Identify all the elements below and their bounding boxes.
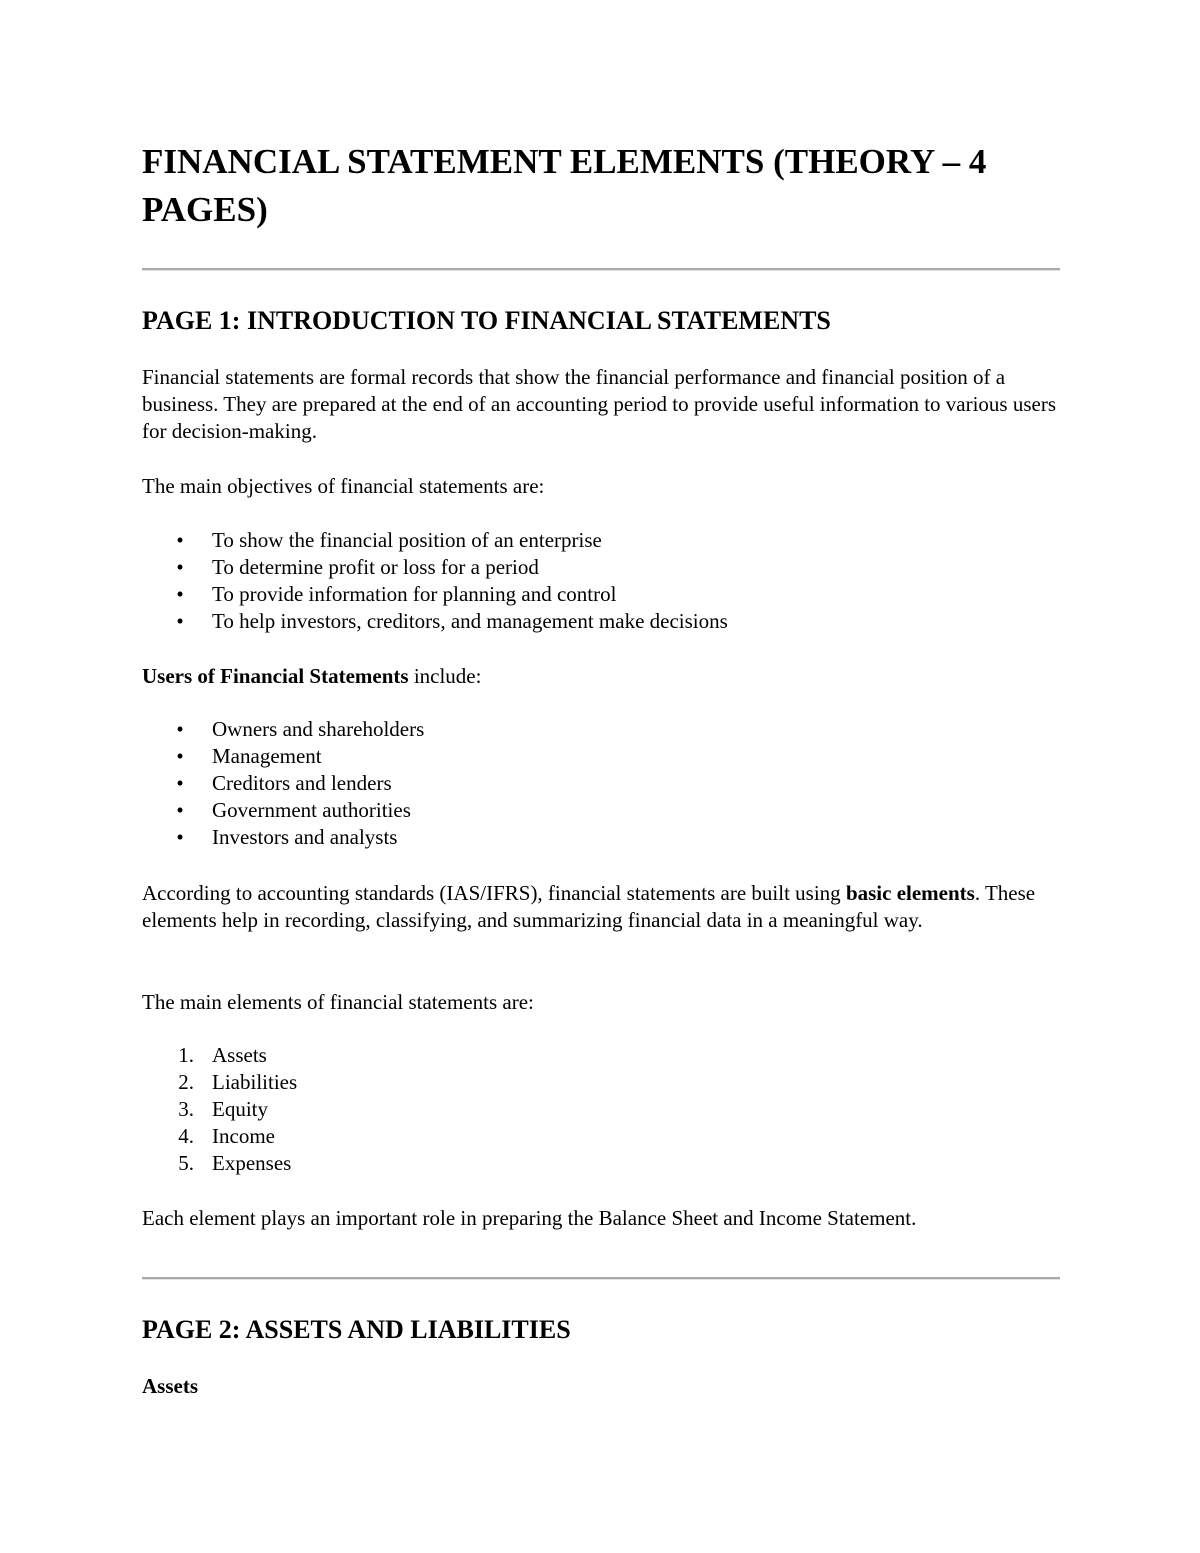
users-lead-bold: Users of Financial Statements: [142, 664, 409, 688]
objectives-list: [142, 527, 1060, 635]
list-item: 2. Liabilities: [142, 1069, 1060, 1096]
standards-paragraph: According to accounting standards (IAS/IFRS), financial statements are built using basic elements. These elements help in recording, classifying, and summarizing financial data in a meaningful way.: [142, 881, 1036, 932]
list-item: • To provide information for planning and control: [176, 582, 617, 606]
horizontal-rule: [142, 1277, 1060, 1280]
list-number: 4.: [178, 1124, 194, 1148]
list-item: • Investors and analysts: [176, 825, 398, 849]
bullet-icon: •: [176, 555, 184, 579]
bullet-icon: •: [176, 717, 184, 741]
bullet-icon: •: [176, 798, 184, 822]
bullet-icon: •: [176, 771, 184, 795]
bullet-icon: •: [176, 582, 184, 606]
bullet-icon: •: [176, 528, 184, 552]
bullet-icon: •: [176, 609, 184, 633]
list-item: 5. Expenses: [142, 1150, 1060, 1177]
objectives-lead: The main objectives of financial statements are:: [142, 474, 545, 498]
elements-list: [142, 1042, 1060, 1177]
list-item: • Government authorities: [176, 798, 411, 822]
elements-lead: The main elements of financial statements are:: [142, 990, 534, 1014]
page1-heading: PAGE 1: INTRODUCTION TO FINANCIAL STATEMENTS: [142, 306, 831, 335]
list-number: 5.: [178, 1151, 194, 1175]
intro-paragraph: Financial statements are formal records that show the financial performance and financial position of a business. They are prepared at the end of an accounting period to provide useful information to various users for decision-making.: [142, 365, 1057, 443]
list-item: 4. Income: [142, 1123, 1060, 1150]
users-lead: Users of Financial Statements include:: [142, 664, 482, 688]
closing-paragraph: Each element plays an important role in preparing the Balance Sheet and Income Statement.: [142, 1206, 917, 1230]
users-list: [142, 716, 1060, 851]
standards-bold: basic elements: [845, 881, 975, 905]
list-item: • Management: [176, 744, 322, 768]
list-item: • To help investors, creditors, and management make decisions: [176, 609, 728, 633]
document-title: FINANCIAL STATEMENT ELEMENTS (THEORY – 4 PAGES): [142, 142, 987, 229]
list-item: 1. Assets: [142, 1042, 1060, 1069]
list-item: • To determine profit or loss for a period: [176, 555, 539, 579]
list-number: 3.: [178, 1097, 194, 1121]
list-number: 2.: [178, 1070, 194, 1094]
list-item: • Owners and shareholders: [176, 717, 425, 741]
bullet-icon: •: [176, 825, 184, 849]
bullet-icon: •: [176, 744, 184, 768]
list-item: 3. Equity: [142, 1096, 1060, 1123]
page2-heading: PAGE 2: ASSETS AND LIABILITIES: [142, 1315, 571, 1344]
assets-subheading: Assets: [142, 1374, 198, 1398]
horizontal-rule: [142, 268, 1060, 271]
list-item: • To show the financial position of an enterprise: [176, 528, 602, 552]
list-item: • Creditors and lenders: [176, 771, 392, 795]
list-number: 1.: [178, 1043, 194, 1067]
